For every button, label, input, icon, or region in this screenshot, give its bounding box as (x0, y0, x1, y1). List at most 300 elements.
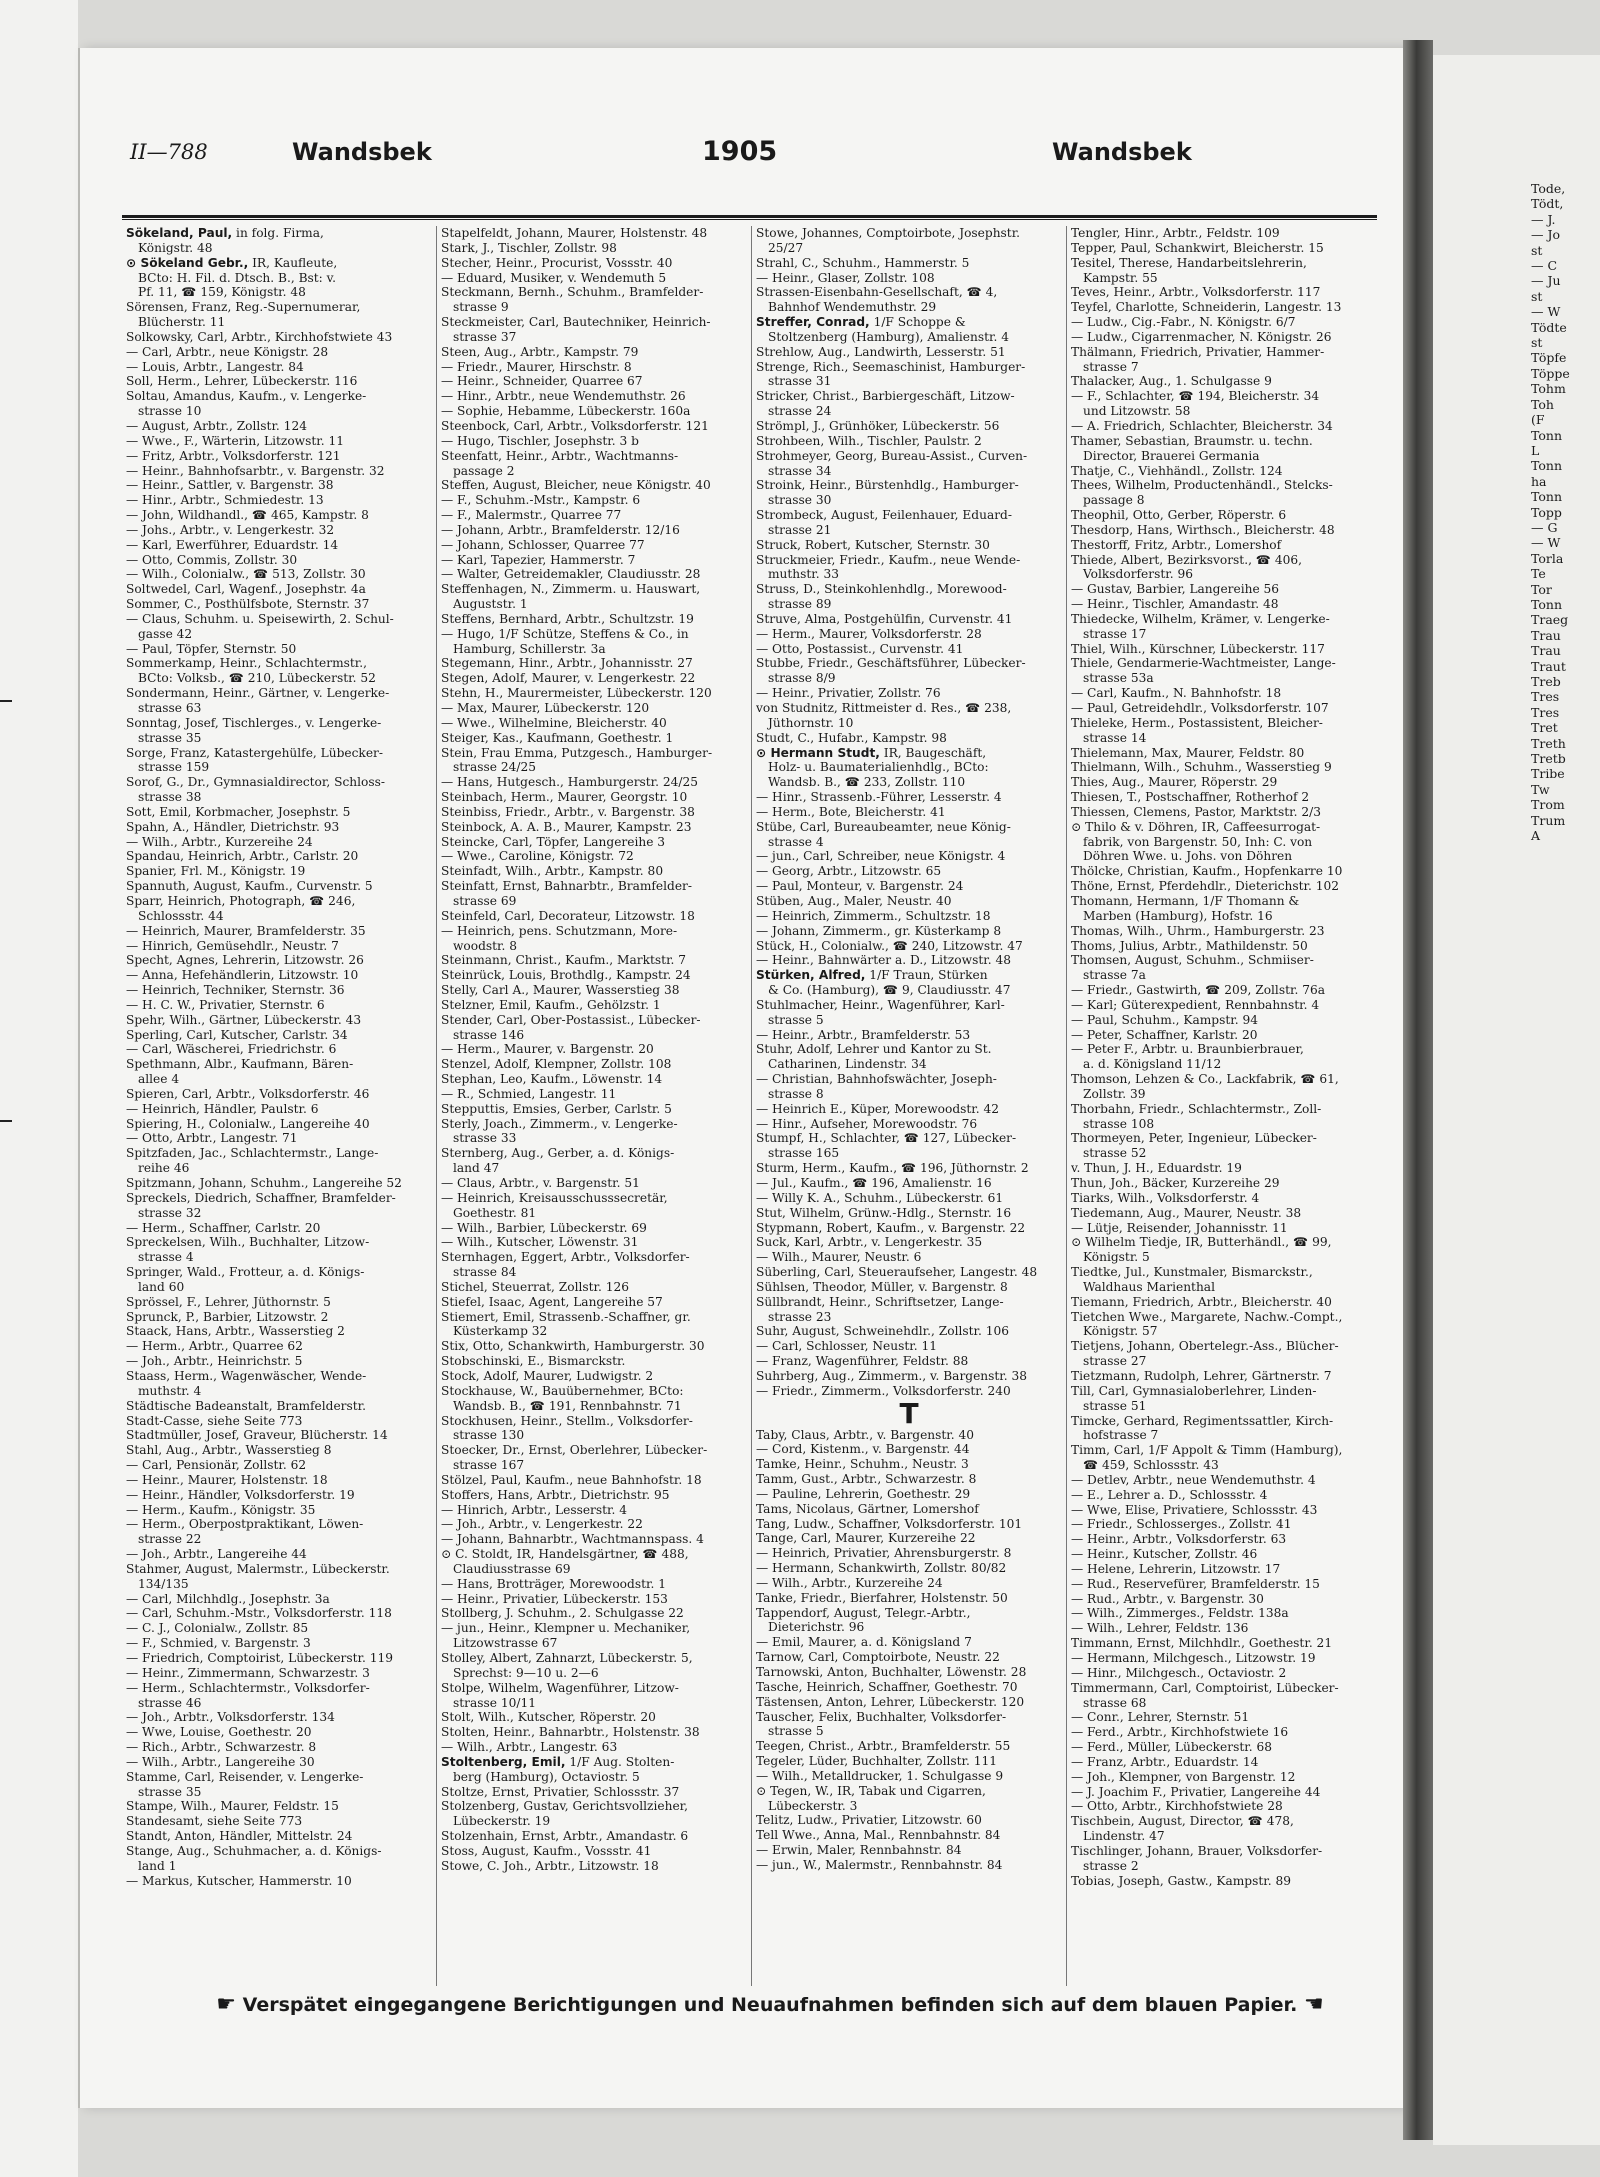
directory-entry (756, 1310, 1062, 1325)
entry-text: — Heinr., Privatier, Lübeckerstr. 153 (441, 1591, 668, 1606)
directory-entry (126, 805, 432, 820)
directory-entry (441, 894, 747, 909)
entry-text: Thoms, Julius, Arbtr., Mathildenstr. 50 (1071, 938, 1308, 953)
directory-entry (441, 1102, 747, 1117)
adjacent-fragment: Toh (1531, 396, 1554, 412)
entry-text: Sternberg, Aug., Gerber, a. d. Königs- (441, 1146, 675, 1161)
directory-entry (1071, 879, 1378, 894)
directory-entry (1071, 1606, 1378, 1621)
directory-entry (441, 1458, 747, 1473)
directory-entry (756, 998, 1062, 1013)
directory-entry (1071, 449, 1378, 464)
directory-entry (441, 1250, 747, 1265)
directory-entry (756, 627, 1062, 642)
directory-entry (441, 790, 747, 805)
directory-entry (1071, 1324, 1378, 1339)
entry-text: Thalacker, Aug., 1. Schulgasse 9 (1071, 374, 1272, 389)
entry-text: strasse 27 (1083, 1354, 1147, 1369)
directory-entry (126, 1577, 432, 1592)
directory-entry (756, 1739, 1062, 1754)
entry-text: — Heinrich, Händler, Paulstr. 6 (126, 1101, 319, 1116)
directory-entry (441, 464, 747, 479)
entry-text: Thöne, Ernst, Pferdehdlr., Dieterichstr. 102 (1071, 879, 1340, 894)
entry-text: — F., Schmied, v. Bargenstr. 3 (126, 1636, 311, 1651)
directory-entry (126, 1161, 432, 1176)
entry-text: strasse 159 (138, 760, 210, 775)
directory-entry (441, 1592, 747, 1607)
entry-text: — Wilh., Kutscher, Löwenstr. 31 (441, 1235, 639, 1250)
directory-entry (126, 1176, 432, 1191)
directory-entry (1071, 775, 1378, 790)
adjacent-fragment: Tonn (1531, 489, 1562, 505)
entry-text: — Hinr., Milchgesch., Octaviostr. 2 (1071, 1665, 1287, 1680)
directory-entry (1071, 1666, 1378, 1681)
directory-entry (441, 1785, 747, 1800)
directory-entry (1071, 1028, 1378, 1043)
directory-entry (441, 686, 747, 701)
directory-entry (756, 1042, 1062, 1057)
entry-text: — Willy K. A., Schuhm., Lübeckerstr. 61 (756, 1190, 1004, 1205)
entry-text: Thomsen, August, Schuhm., Schmiiser- (1071, 953, 1314, 968)
directory-entry (1071, 1310, 1378, 1325)
entry-text: allee 4 (138, 1072, 180, 1087)
directory-entry (756, 241, 1062, 256)
entry-text: Tietjens, Johann, Obertelegr.-Ass., Blücher- (1071, 1339, 1339, 1354)
entry-text: Tiedtke, Jul., Kunstmaler, Bismarckstr., (1071, 1265, 1313, 1280)
entry-text: — Conr., Lehrer, Sternstr. 51 (1071, 1710, 1250, 1725)
directory-entry (441, 1146, 747, 1161)
adjacent-fragment: Tödt, (1531, 196, 1564, 212)
directory-entry (756, 968, 1062, 983)
directory-entry (126, 1280, 432, 1295)
directory-entry (441, 389, 747, 404)
directory-entry (1071, 1517, 1378, 1532)
entry-text: Spieren, Carl, Arbtr., Volksdorferstr. 46 (126, 1086, 370, 1101)
entry-text: Steckmeister, Carl, Bautechniker, Heinrich- (441, 315, 711, 330)
entry-text: Director, Brauerei Germania (1083, 448, 1260, 463)
entry-text: — Herm., Maurer, Volksdorferstr. 28 (756, 626, 982, 641)
entry-text: — Herm., Schlachtermstr., Volksdorfer- (126, 1680, 370, 1695)
directory-entry (126, 701, 432, 716)
directory-entry (126, 1265, 432, 1280)
directory-entry (126, 404, 432, 419)
directory-entry (126, 1592, 432, 1607)
entry-text: — Wilh., Lehrer, Feldstr. 136 (1071, 1621, 1249, 1636)
adjacent-fragment: st (1531, 242, 1543, 258)
directory-entry (1071, 1473, 1378, 1488)
entry-text: — Joh., Klempner, von Bargenstr. 12 (1071, 1769, 1296, 1784)
directory-entry (441, 998, 747, 1013)
entry-text: Stecher, Heinr., Procurist, Vossstr. 40 (441, 255, 673, 270)
entry-text: — Hans, Brotträger, Morewoodstr. 1 (441, 1576, 666, 1591)
directory-entry (1071, 849, 1378, 864)
entry-text: Königstr. 57 (1083, 1324, 1158, 1339)
entry-text: Jüthornstr. 10 (768, 715, 854, 730)
entry-text: Steinfadt, Wilh., Arbtr., Kampstr. 80 (441, 864, 664, 879)
directory-entry (1071, 1770, 1378, 1785)
directory-entry (441, 760, 747, 775)
entry-text: — Herm., Bote, Bleicherstr. 41 (756, 804, 946, 819)
entry-text: Tang, Ludw., Schaffner, Volksdorferstr. 101 (756, 1516, 1023, 1531)
entry-text: ⊙ Wilhelm Tiedje, IR, Butterhändl., ☎ 99, (1071, 1235, 1332, 1250)
directory-entry (126, 1324, 432, 1339)
entry-text: — F., Malermstr., Quarree 77 (441, 508, 622, 523)
entry-text: Strehlow, Aug., Landwirth, Lesserstr. 51 (756, 344, 1006, 359)
directory-entry (1071, 909, 1378, 924)
directory-entry (441, 924, 747, 939)
entry-text: Bahnhof Wendemuthstr. 29 (768, 300, 937, 315)
directory-entry (756, 1235, 1062, 1250)
adjacent-fragment: — W (1531, 304, 1561, 320)
entry-text: — jun., W., Malermstr., Rennbahnstr. 84 (756, 1857, 1003, 1872)
entry-text: strasse 63 (138, 701, 202, 715)
entry-text: — F., Schuhm.-Mstr., Kampstr. 6 (441, 493, 641, 508)
directory-entry (756, 1799, 1062, 1814)
directory-entry (126, 983, 432, 998)
entry-text: strasse 14 (1083, 730, 1147, 745)
directory-entry (756, 1680, 1062, 1695)
entry-text: Catharinen, Lindenstr. 34 (768, 1057, 927, 1072)
entry-text: Struckmeier, Friedr., Kaufm., neue Wende- (756, 552, 1021, 567)
entry-text: Stix, Otto, Schankwirth, Hamburgerstr. 30 (441, 1339, 705, 1354)
entry-text: Thomson, Lehzen & Co., Lackfabrik, ☎ 61, (1071, 1072, 1339, 1087)
entry-text: — Cord, Kistenm., v. Bargenstr. 44 (756, 1442, 970, 1457)
entry-bold-name: ⊙ Hermann Studt, (756, 745, 880, 760)
entry-text: strasse 5 (768, 1012, 824, 1027)
adjacent-page (1433, 55, 1600, 2145)
directory-entry (126, 1310, 432, 1325)
directory-entry (756, 1369, 1062, 1384)
entry-text: Steinrück, Louis, Brothdlg., Kampstr. 24 (441, 968, 691, 983)
directory-entry (441, 493, 747, 508)
directory-entry (756, 1635, 1062, 1650)
entry-text: — Wilh., Arbtr., Langestr. 63 (441, 1740, 618, 1755)
entry-text: Strenge, Rich., Seemaschinist, Hamburger- (756, 359, 1026, 374)
entry-text: — Joh., Arbtr., Langereihe 44 (126, 1547, 307, 1562)
entry-text: Standesamt, siehe Seite 773 (126, 1814, 303, 1829)
directory-entry (756, 1710, 1062, 1725)
entry-text: Soll, Herm., Lehrer, Lübeckerstr. 116 (126, 374, 358, 389)
entry-text: — Paul, Töpfer, Sternstr. 50 (126, 641, 297, 656)
directory-entry (756, 1117, 1062, 1132)
entry-text: strasse 35 (138, 730, 202, 745)
directory-entry (126, 345, 432, 360)
entry-text: — Heinr., Schneider, Quarree 67 (441, 374, 643, 389)
entry-text: — Wilh., Maurer, Neustr. 6 (756, 1250, 922, 1265)
entry-text: Spahn, A., Händler, Dietrichstr. 93 (126, 819, 340, 834)
entry-text: — C. J., Colonialw., Zollstr. 85 (126, 1621, 309, 1636)
entry-text: — Karl, Tapezier, Hammerstr. 7 (441, 552, 636, 567)
entry-text: Telitz, Ludw., Privatier, Litzowstr. 60 (756, 1813, 982, 1828)
directory-entry (1071, 389, 1378, 404)
directory-entry (441, 1755, 747, 1770)
adjacent-fragment: Trom (1531, 797, 1565, 813)
directory-entry (756, 1324, 1062, 1339)
directory-entry (756, 1472, 1062, 1487)
entry-text: Dieterichstr. 96 (768, 1620, 865, 1635)
directory-entry (126, 1250, 432, 1265)
entry-text: BCto: Volksb., ☎ 210, Lübeckerstr. 52 (138, 671, 376, 686)
entry-text: strasse 22 (138, 1532, 202, 1547)
book-spine (1403, 40, 1433, 2140)
entry-text: Thiessen, Clemens, Pastor, Marktstr. 2/3 (1071, 804, 1321, 819)
entry-text: Thun, Joh., Bäcker, Kurzereihe 29 (1071, 1176, 1280, 1190)
directory-entry (1071, 612, 1378, 627)
entry-text: — Karl; Güterexpedient, Rennbahnstr. 4 (1071, 997, 1320, 1012)
entry-text: Spiering, H., Colonialw., Langereihe 40 (126, 1116, 370, 1131)
entry-text: Stoecker, Dr., Ernst, Oberlehrer, Lübecker- (441, 1443, 708, 1458)
entry-text: Hamburg, Schillerstr. 3a (453, 641, 606, 656)
entry-text: — Friedr., Gastwirth, ☎ 209, Zollstr. 76a (1071, 983, 1325, 998)
directory-entry (441, 1414, 747, 1429)
directory-entry (1071, 1339, 1378, 1354)
directory-entry (126, 256, 432, 271)
entry-text: — Wwe., F., Wärterin, Litzowstr. 11 (126, 433, 344, 448)
entry-text: — Karl, Ewerführer, Eduardstr. 14 (126, 537, 339, 552)
adjacent-fragment: Tret (1531, 720, 1558, 736)
entry-text: — Hinr., Arbtr., Schmiedestr. 13 (126, 493, 324, 508)
directory-entry (441, 271, 747, 286)
directory-entry (126, 553, 432, 568)
entry-text: strasse 89 (768, 597, 832, 612)
directory-entry (126, 1651, 432, 1666)
directory-entry (441, 731, 747, 746)
entry-text: — Rud., Reservefürer, Bramfelderstr. 15 (1071, 1576, 1320, 1591)
directory-entry (126, 656, 432, 671)
directory-entry (1071, 671, 1378, 686)
entry-text: strasse 17 (1083, 626, 1147, 641)
entry-text: Blücherstr. 11 (138, 315, 226, 330)
adjacent-fragment: Tonn (1531, 427, 1562, 443)
entry-text: Thielemann, Max, Maurer, Feldstr. 80 (1071, 745, 1305, 760)
entry-text: BCto: H. Fil. d. Dtsch. B., Bst: v. (138, 270, 336, 285)
entry-text: — Heinr., Arbtr., Bramfelderstr. 53 (756, 1027, 971, 1042)
directory-entry (756, 553, 1062, 568)
directory-entry (441, 1028, 747, 1043)
entry-text: — jun., Carl, Schreiber, neue Königstr. 4 (756, 849, 1006, 864)
pointing-hand-icon: ☛ (216, 1992, 237, 2017)
directory-entry (1071, 493, 1378, 508)
entry-text: Struck, Robert, Kutscher, Sternstr. 30 (756, 537, 990, 552)
directory-entry (756, 790, 1062, 805)
entry-text: woodstr. 8 (453, 938, 518, 953)
entry-text: — Carl, Pensionär, Zollstr. 62 (126, 1458, 307, 1473)
directory-entry (1071, 968, 1378, 983)
directory-entry (1071, 701, 1378, 716)
adjacent-fragment: Töpfe (1531, 350, 1567, 366)
entry-text: Steen, Aug., Arbtr., Kampstr. 79 (441, 344, 639, 359)
directory-entry (1071, 1577, 1378, 1592)
header-rule (122, 215, 1377, 218)
directory-entry (441, 1057, 747, 1072)
entry-text: — Hugo, 1/F Schütze, Steffens & Co., in (441, 626, 689, 641)
directory-entry (441, 1651, 747, 1666)
entry-text: Sorof, G., Dr., Gymnasialdirector, Schloss- (126, 775, 386, 790)
entry-text: Küsterkamp 32 (453, 1324, 548, 1339)
entry-text: Claudiusstrasse 69 (453, 1561, 571, 1576)
entry-text: Strombeck, August, Feilenhauer, Eduard- (756, 508, 1012, 523)
directory-entry (1071, 1592, 1378, 1607)
entry-text: — Claus, Schuhm. u. Speisewirth, 2. Schul- (126, 611, 394, 626)
entry-text: Thiele, Gendarmerie-Wachtmeister, Lange- (1071, 656, 1336, 671)
entry-text: Volksdorferstr. 96 (1083, 567, 1193, 582)
entry-text: — Herm., Arbtr., Quarree 62 (126, 1339, 303, 1354)
directory-entry (756, 1102, 1062, 1117)
directory-entry (441, 1176, 747, 1191)
entry-text: Strassen-Eisenbahn-Gesellschaft, ☎ 4, (756, 285, 998, 300)
entry-text: strasse 7a (1083, 968, 1146, 983)
entry-text: Staack, Hans, Arbtr., Wasserstieg 2 (126, 1324, 345, 1339)
entry-text: — Heinr., Zimmermann, Schwarzestr. 3 (126, 1665, 370, 1680)
entry-text: Süllbrandt, Heinr., Schriftsetzer, Lange- (756, 1294, 1004, 1309)
directory-entry (441, 1310, 747, 1325)
directory-entry (756, 449, 1062, 464)
directory-entry (756, 1754, 1062, 1769)
entry-bold-name: Stoltenberg, Emil, (441, 1754, 566, 1769)
entry-text: Stock, Adolf, Maurer, Ludwigstr. 2 (441, 1368, 654, 1383)
directory-entry (126, 968, 432, 983)
directory-entry (756, 434, 1062, 449)
entry-text: Stypmann, Robert, Kaufm., v. Bargenstr. 22 (756, 1220, 1026, 1235)
entry-text: Steinmann, Christ., Kaufm., Marktstr. 7 (441, 953, 687, 968)
entry-text: reihe 46 (138, 1161, 190, 1176)
entry-text: Stiefel, Isaac, Agent, Langereihe 57 (441, 1294, 663, 1309)
directory-entry (756, 746, 1062, 761)
entry-text: — J. Joachim F., Privatier, Langereihe 44 (1071, 1784, 1321, 1799)
directory-entry (1071, 1072, 1378, 1087)
directory-entry (1071, 1087, 1378, 1102)
entry-text: Tiemann, Friedrich, Arbtr., Bleicherstr. 40 (1071, 1294, 1332, 1309)
entry-text: — Wwe, Louise, Goethestr. 20 (126, 1725, 312, 1740)
entry-text: Wandsb. B., ☎ 233, Zollstr. 110 (768, 775, 966, 790)
entry-text: Thomas, Wilh., Uhrm., Hamburgerstr. 23 (1071, 923, 1325, 938)
entry-text: Teyfel, Charlotte, Schneiderin, Langestr. 13 (1071, 300, 1342, 315)
entry-text: Tauscher, Felix, Buchhalter, Volksdorfer- (756, 1709, 1007, 1724)
directory-entry (126, 1117, 432, 1132)
page-header (122, 118, 1377, 167)
directory-entry (441, 701, 747, 716)
directory-entry (756, 716, 1062, 731)
directory-entry (441, 879, 747, 894)
footer-text: Verspätet eingegangene Berichtigungen und Neuaufnahmen befinden sich auf dem blauen Papier. (242, 1994, 1298, 2016)
directory-entry (126, 300, 432, 315)
entry-text: — Eduard, Musiker, v. Wendemuth 5 (441, 270, 667, 285)
directory-entry (126, 1191, 432, 1206)
directory-entry (126, 1859, 432, 1874)
directory-entry (756, 1028, 1062, 1043)
entry-text: — Heinrich E., Küper, Morewoodstr. 42 (756, 1101, 1000, 1116)
directory-entry (126, 1028, 432, 1043)
directory-entry (756, 1250, 1062, 1265)
directory-entry (126, 1814, 432, 1829)
directory-entry (126, 953, 432, 968)
entry-text: Sperling, Carl, Kutscher, Carlstr. 34 (126, 1027, 348, 1042)
directory-entry (441, 1295, 747, 1310)
directory-entry (756, 464, 1062, 479)
directory-entry (441, 508, 747, 523)
directory-entry (126, 285, 432, 300)
entry-text: Stahl, Aug., Arbtr., Wasserstieg 8 (126, 1443, 332, 1458)
directory-entry (1071, 1621, 1378, 1636)
directory-entry (756, 953, 1062, 968)
entry-text: Steckmann, Bernh., Schuhm., Bramfelder- (441, 285, 704, 300)
directory-entry (126, 1532, 432, 1547)
directory-entry (756, 1724, 1062, 1739)
entry-text: v. Thun, J. H., Eduardstr. 19 (1071, 1161, 1242, 1176)
entry-text: — Markus, Kutscher, Hammerstr. 10 (126, 1873, 352, 1888)
directory-entry (126, 271, 432, 286)
adjacent-fragment: Tödte (1531, 319, 1567, 335)
entry-text: Stapelfeldt, Johann, Maurer, Holstenstr. 48 (441, 226, 708, 240)
entry-text: Spitzmann, Johann, Schuhm., Langereihe 52 (126, 1176, 402, 1190)
directory-entry (1071, 478, 1378, 493)
directory-entry (756, 1502, 1062, 1517)
directory-entry (441, 553, 747, 568)
entry-text: strasse 8 (768, 1086, 824, 1101)
entry-text: — Claus, Arbtr., v. Bargenstr. 51 (441, 1176, 640, 1190)
entry-text: — Otto, Commis, Zollstr. 30 (126, 552, 298, 567)
entry-text: Stockhusen, Heinr., Stellm., Volksdorfer- (441, 1413, 693, 1428)
entry-text: Stadt-Casse, siehe Seite 773 (126, 1413, 303, 1428)
entry-text: Spanier, Frl. M., Königstr. 19 (126, 864, 306, 879)
entry-text: Tiarks, Wilh., Volksdorferstr. 4 (1071, 1190, 1260, 1205)
directory-entry (441, 775, 747, 790)
directory-entry (756, 1176, 1062, 1191)
directory-entry (1071, 1250, 1378, 1265)
directory-entry (1071, 1399, 1378, 1414)
directory-entry (441, 478, 747, 493)
directory-entry (1071, 1562, 1378, 1577)
entry-text: Stadtmüller, Josef, Graveur, Blücherstr. 14 (126, 1428, 388, 1443)
margin-mark (0, 1120, 12, 1122)
directory-entry (126, 671, 432, 686)
directory-entry (756, 300, 1062, 315)
entry-text: Steinfatt, Ernst, Bahnarbtr., Bramfelder- (441, 879, 693, 894)
adjacent-fragment: Tribe (1531, 766, 1565, 782)
directory-entry (1071, 1057, 1378, 1072)
directory-entry (441, 285, 747, 300)
entry-text: Sterly, Joach., Zimmerm., v. Lengerke- (441, 1116, 678, 1131)
entry-text: Solkowsky, Carl, Arbtr., Kirchhofstwiete 43 (126, 329, 393, 344)
entry-text: Stahmer, August, Malermstr., Lübeckerstr. (126, 1561, 390, 1576)
directory-entry (1071, 820, 1378, 835)
directory-column-2 (437, 226, 752, 1986)
entry-text: Steenbock, Carl, Arbtr., Volksdorferstr. 121 (441, 418, 709, 433)
directory-entry (126, 449, 432, 464)
directory-entry (1071, 567, 1378, 582)
entry-text: — Joh., Arbtr., v. Lengerkestr. 22 (441, 1517, 643, 1532)
directory-entry (126, 1354, 432, 1369)
directory-entry (441, 983, 747, 998)
directory-entry (756, 374, 1062, 389)
entry-text: — Hinrich, Gemüsehdlr., Neustr. 7 (126, 938, 339, 953)
entry-text: — Wilh., Arbtr., Kurzereihe 24 (126, 834, 313, 849)
entry-text: — Carl, Schlosser, Neustr. 11 (756, 1339, 937, 1354)
entry-text: Taby, Claus, Arbtr., v. Bargenstr. 40 (756, 1427, 975, 1442)
directory-entry (126, 464, 432, 479)
directory-entry (756, 271, 1062, 286)
entry-text: — Max, Maurer, Lübeckerstr. 120 (441, 701, 650, 715)
directory-entry (1071, 998, 1378, 1013)
entry-text: Stark, J., Tischler, Zollstr. 98 (441, 240, 617, 255)
entry-text: Steenfatt, Heinr., Arbtr., Wachtmanns- (441, 448, 679, 463)
directory-entry (1071, 256, 1378, 271)
directory-entry (1071, 1013, 1378, 1028)
directory-entry (1071, 1206, 1378, 1221)
entry-text: land 47 (453, 1161, 500, 1176)
directory-entry (1071, 1799, 1378, 1814)
entry-text: in folg. Firma, (232, 226, 324, 240)
